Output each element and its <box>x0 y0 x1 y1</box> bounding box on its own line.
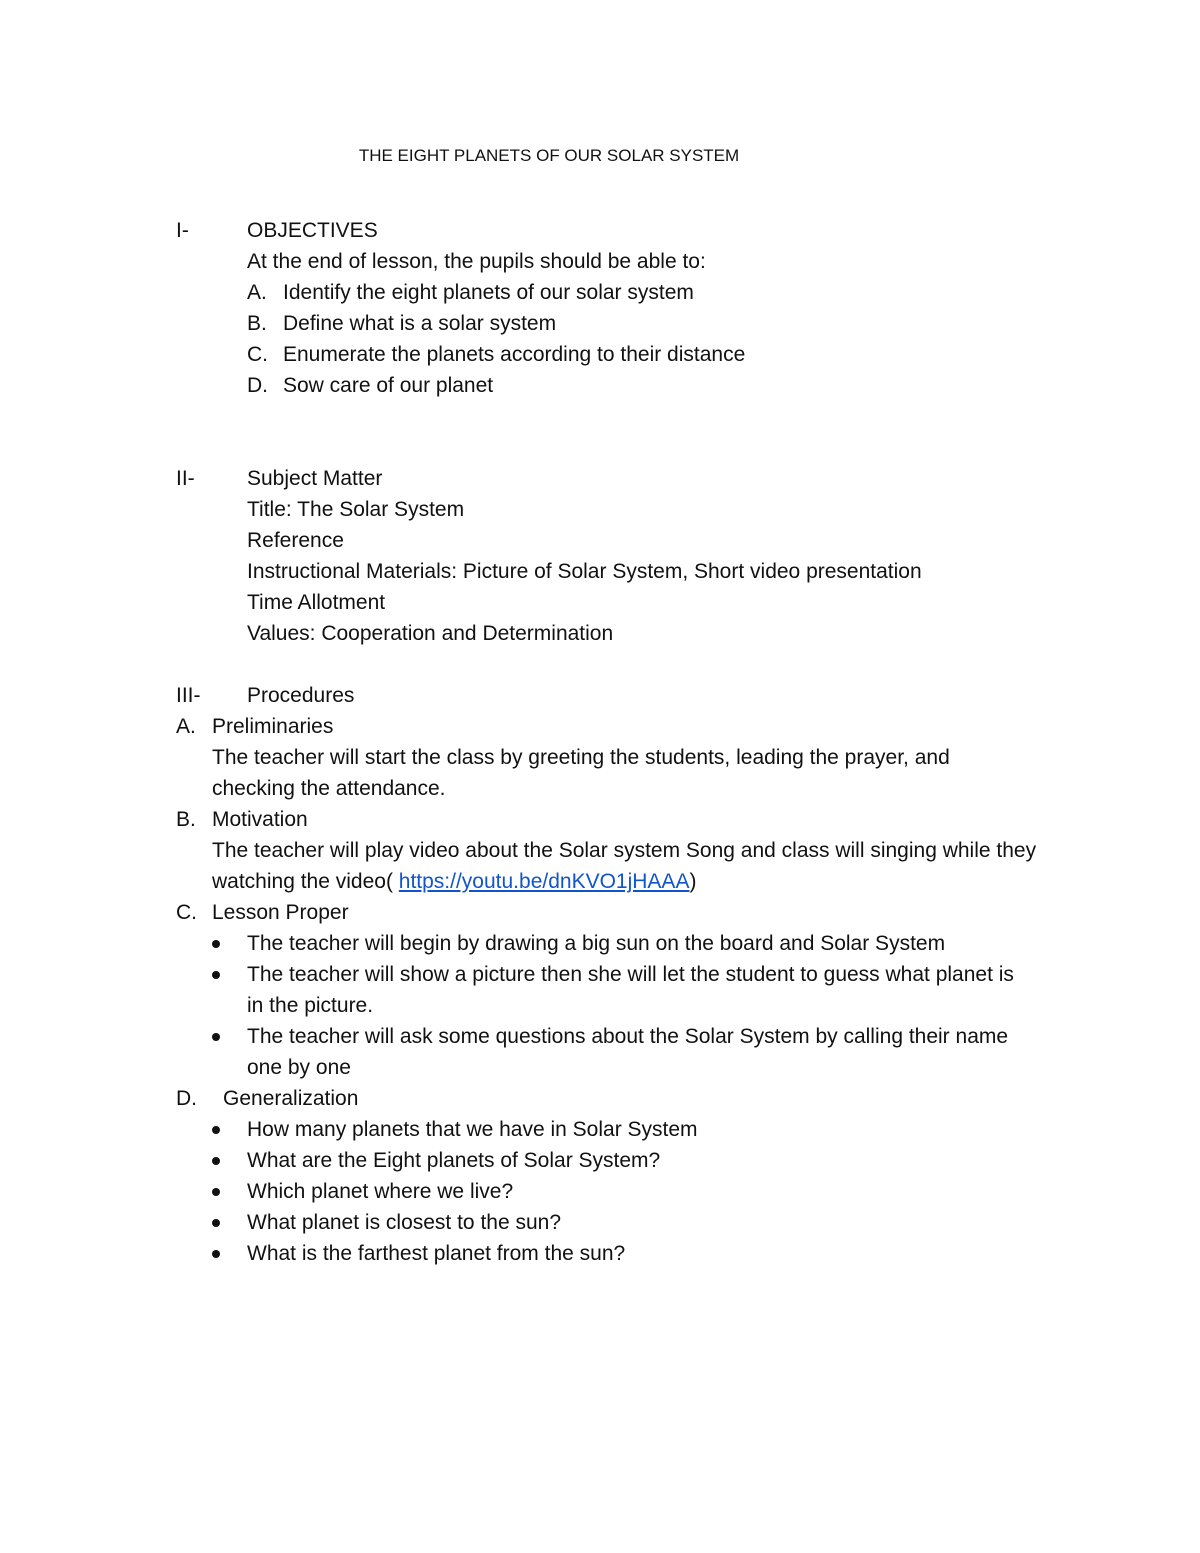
preliminaries-heading: Preliminaries <box>212 715 334 738</box>
lesson-bullet-1: The teacher will begin by drawing a big sun on the board and Solar System <box>247 932 946 955</box>
subject-reference-line: Reference <box>247 529 344 552</box>
bullet-icon <box>212 1033 220 1041</box>
bullet-icon <box>212 940 220 948</box>
motivation-text-suffix: ) <box>689 870 697 893</box>
generalization-question-5: What is the farthest planet from the sun? <box>247 1242 626 1265</box>
preliminaries-label: A. <box>176 715 196 738</box>
bullet-icon <box>212 1219 220 1227</box>
document-title: THE EIGHT PLANETS OF OUR SOLAR SYSTEM <box>358 146 740 165</box>
motivation-label: B. <box>176 808 196 831</box>
objective-b-label: B. <box>247 312 267 335</box>
subject-materials-line: Instructional Materials: Picture of Solar System, Short video presentation <box>247 560 922 583</box>
lesson-proper-label: C. <box>176 901 197 924</box>
section-2-numeral: II- <box>176 467 195 490</box>
section-3-numeral: III- <box>176 684 201 707</box>
generalization-question-3: Which planet where we live? <box>247 1180 514 1203</box>
objectives-intro: At the end of lesson, the pupils should be able to: <box>247 250 706 273</box>
bullet-icon <box>212 1126 220 1134</box>
subject-time-line: Time Allotment <box>247 591 386 614</box>
lesson-bullet-2-line-1: The teacher will show a picture then she will let the student to guess what planet is <box>247 963 1014 986</box>
lesson-bullet-3-line-2: one by one <box>247 1056 351 1079</box>
objective-d-text: Sow care of our planet <box>283 374 494 397</box>
section-1-heading: OBJECTIVES <box>247 219 378 242</box>
video-link[interactable]: https://youtu.be/dnKVO1jHAAA <box>398 870 690 893</box>
section-3-heading: Procedures <box>247 684 355 707</box>
bullet-icon <box>212 971 220 979</box>
objective-c-text: Enumerate the planets according to their distance <box>283 343 746 366</box>
motivation-text-line-1: The teacher will play video about the Solar system Song and class will singing while they <box>212 839 1037 862</box>
bullet-icon <box>212 1157 220 1165</box>
motivation-text-prefix: watching the video( <box>212 870 399 893</box>
objective-b-text: Define what is a solar system <box>283 312 557 335</box>
generalization-heading: Generalization <box>223 1087 359 1110</box>
objective-a-label: A. <box>247 281 267 304</box>
preliminaries-text-line-1: The teacher will start the class by greeting the students, leading the prayer, and <box>212 746 950 769</box>
subject-title-line: Title: The Solar System <box>247 498 465 521</box>
objective-c-label: C. <box>247 343 268 366</box>
bullet-icon <box>212 1250 220 1258</box>
generalization-question-2: What are the Eight planets of Solar System? <box>247 1149 661 1172</box>
subject-values-line: Values: Cooperation and Determination <box>247 622 614 645</box>
motivation-heading: Motivation <box>212 808 308 831</box>
objective-d-label: D. <box>247 374 268 397</box>
section-2-heading: Subject Matter <box>247 467 383 490</box>
lesson-proper-heading: Lesson Proper <box>212 901 349 924</box>
bullet-icon <box>212 1188 220 1196</box>
objective-a-text: Identify the eight planets of our solar system <box>283 281 694 304</box>
lesson-bullet-3-line-1: The teacher will ask some questions about the Solar System by calling their name <box>247 1025 1009 1048</box>
generalization-question-4: What planet is closest to the sun? <box>247 1211 562 1234</box>
preliminaries-text-line-2: checking the attendance. <box>212 777 446 800</box>
generalization-label: D. <box>176 1087 197 1110</box>
section-1-numeral: I- <box>176 219 189 242</box>
lesson-bullet-2-line-2: in the picture. <box>247 994 374 1017</box>
motivation-text-line-2 <box>212 866 696 897</box>
generalization-question-1: How many planets that we have in Solar System <box>247 1118 698 1141</box>
